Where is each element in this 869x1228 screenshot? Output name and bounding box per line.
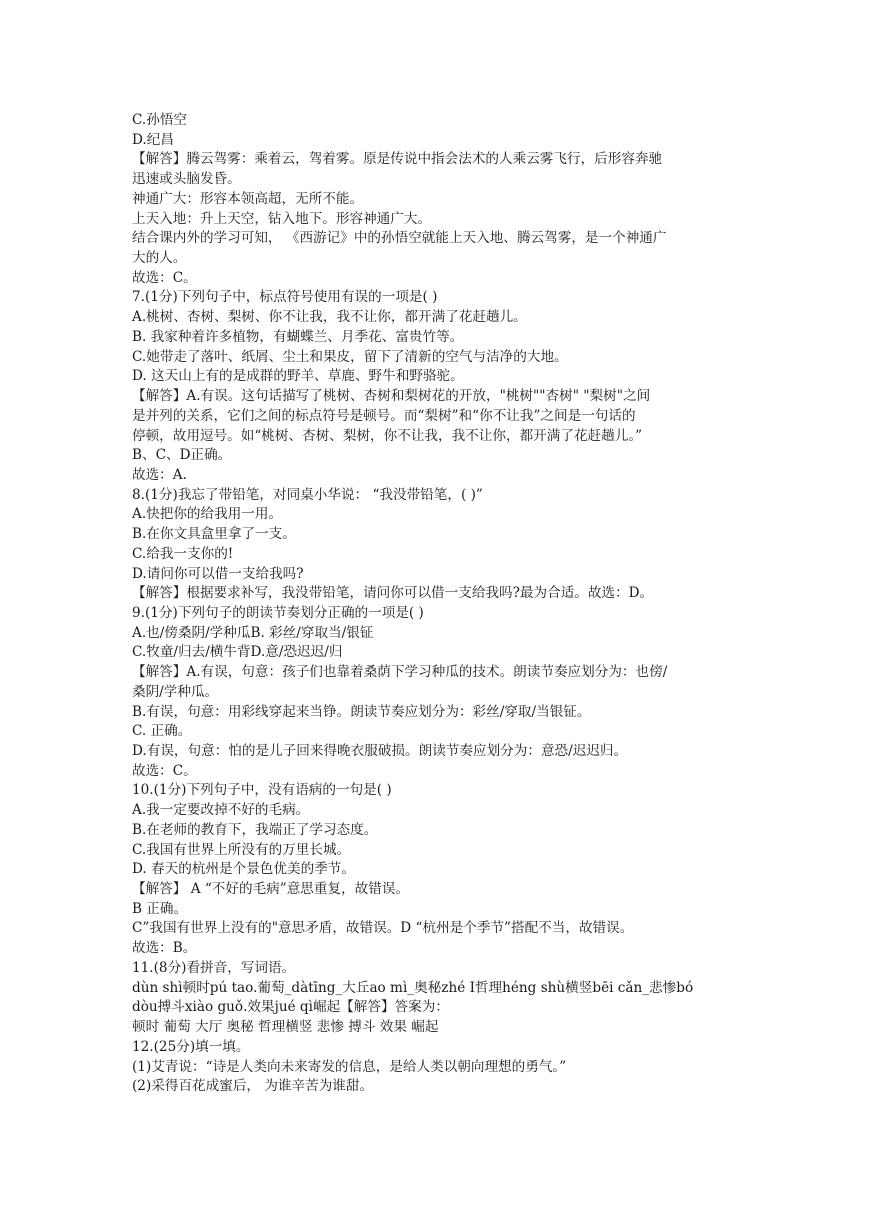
option-c: C.她带走了落叶、纸屑、尘土和果皮，留下了清新的空气与洁净的大地。 xyxy=(132,348,568,365)
question-11-stem: 11.(8分)看拼音，写词语。 xyxy=(132,959,296,976)
text-line: C”我国有世界上没有的"意思矛盾，故错误。D “杭州是个季节”搭配不当，故错误。 xyxy=(132,920,634,937)
text-line: 结合课内外的学习可知， 《西游记》中的孙悟空就能上天入地、腾云驾雾，是一个神通广 xyxy=(132,230,667,247)
options-cd: C.牧童/归去/横牛背D.意/恐迟迟/归 xyxy=(132,644,343,661)
text-line: 桑阴/学种瓜。 xyxy=(132,683,219,700)
answer-words: 顿时 葡萄 大厅 奥秘 哲理横竖 悲惨 搏斗 效果 崛起 xyxy=(132,1019,439,1036)
fill-item-1: (1)艾青说：“诗是人类向未来寄发的信息，是给人类以朝向理想的勇气。” xyxy=(132,1058,567,1075)
text-line: 停顿，故用逗号。如“桃树、杏树、梨树，你不让我，我不让你，都开满了花赶趟儿。” xyxy=(132,427,643,444)
option-a: A.快把你的给我用一用。 xyxy=(132,506,283,523)
text-line: 故选：B。 xyxy=(132,940,197,957)
text-line: D.有误，句意：怕的是儿子回来得晚衣服破损。朗读节奏应划分为：意恐/迟迟归。 xyxy=(132,743,628,759)
option-c: C.给我一支你的! xyxy=(132,545,234,562)
document-body xyxy=(132,111,742,1097)
option-a: A.我一定要改掉不好的毛病。 xyxy=(132,802,310,819)
option-c: C.我国有世界上所没有的万里长城。 xyxy=(132,841,351,858)
answer-line: 【解答】A.有误，句意：孩子们也靠着桑荫下学习种瓜的技术。朗读节奏应划分为：也傍/ xyxy=(132,664,668,681)
text-line: 故选：A. xyxy=(132,466,187,483)
text-line: B 正确。 xyxy=(132,900,188,917)
text-line: B.有误，句意：用彩线穿起来当铮。朗读节奏应划分为：彩丝/穿取/当银钲。 xyxy=(132,703,591,720)
text-line: 故选：C。 xyxy=(132,269,197,286)
text-line: 神通广大：形容本领高超，无所不能。 xyxy=(132,190,364,207)
options-ab: A.也/傍桑阴/学种瓜B. 彩丝/穿取当/银钲 xyxy=(132,624,374,641)
question-9-stem: 9.(1分)下列句子的朗读节奏划分正确的一项是( ) xyxy=(132,604,424,621)
text-line: D.纪昌 xyxy=(132,131,174,148)
text-line: 【解答】腾云驾雾：乘着云，驾着雾。原是传说中指会法术的人乘云雾飞行，后形容奔驰 xyxy=(132,151,663,168)
question-7-stem: 7.(1分)下列句子中，标点符号使用有误的一项是( ) xyxy=(132,289,438,306)
answer-line: 【解答】A.有误。这句话描写了桃树、杏树和梨树花的开放，"桃树""杏树" "梨树"之间 xyxy=(132,388,651,405)
fill-item-2: (2)采得百花成蜜后， 为谁辛苦为谁甜。 xyxy=(132,1078,374,1095)
question-12-stem: 12.(25分)填一填。 xyxy=(132,1038,250,1055)
answer-line: 【解答】 A “不好的毛病”意思重复，故错误。 xyxy=(132,881,410,898)
option-b: B. 我家种着许多植物，有蝴蝶兰、月季花、富贵竹等。 xyxy=(132,328,464,345)
pinyin-line: dòu搏斗xiào guǒ.效果jué qì崛起【解答】答案为： xyxy=(132,999,449,1016)
text-line: 故选：C。 xyxy=(132,762,197,779)
option-b: B.在你文具盒里拿了一支。 xyxy=(132,526,296,543)
text-line: B、C、D正确。 xyxy=(132,447,232,464)
question-8-stem: 8.(1分)我忘了带铅笔，对同桌小华说： “我没带铅笔，( )” xyxy=(132,486,483,503)
option-b: B.在老师的教育下，我端正了学习态度。 xyxy=(132,821,378,838)
option-d: D. 春天的杭州是个景色优美的季节。 xyxy=(132,861,355,878)
text-line: C. 正确。 xyxy=(132,723,192,740)
text-line: 迅速或头脑发昏。 xyxy=(132,171,241,188)
answer-line: 【解答】根据要求补写，我没带铅笔，请问你可以借一支给我吗?最为合适。故选：D。 xyxy=(132,585,654,602)
option-d: D.请问你可以借一支给我吗? xyxy=(132,565,304,582)
option-d: D. 这天山上有的是成群的野羊、草鹿、野牛和野骆驼。 xyxy=(132,368,464,385)
text-line: C.孙悟空 xyxy=(132,112,188,128)
question-10-stem: 10.(1分)下列句子中，没有语病的一句是( ) xyxy=(132,782,392,799)
text-line: 上天入地：升上天空，钻入地下。形容神通广大。 xyxy=(132,210,432,227)
text-line: 大的人。 xyxy=(132,250,187,267)
text-line: 是并列的关系，它们之间的标点符号是顿号。而“梨树”和“你不让我”之间是一句话的 xyxy=(132,407,636,424)
option-a: A.桃树、杏树、梨树、你不让我，我不让你，都开满了花赶趟儿。 xyxy=(132,309,527,326)
pinyin-line: dùn shì顿时pú tao.葡萄_dàtīng_大丘ao mì_奥秘zhé I哲理héng shù横竖bēi cǎn_悲惨bó xyxy=(132,979,694,996)
